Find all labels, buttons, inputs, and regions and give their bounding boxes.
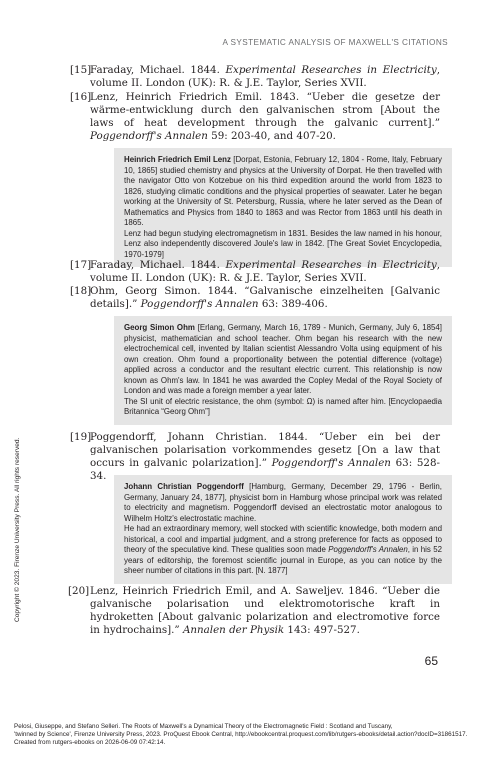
ebook-footer [14,723,494,747]
biography-paragraph [124,397,442,418]
reference-number: [18] [70,285,92,297]
reference-text: 63: 528-34. [90,457,440,482]
biography-box-ohm [114,316,452,425]
reference-journal: Poggendorff's Annalen [90,130,208,142]
biography-name: Heinrich Friedrich Emil Lenz [124,155,231,164]
reference-journal: Poggendorff's Annalen [140,298,259,310]
reference-text: , volume II. London (UK): R. & J.E. Taylor, Series XVII. [90,64,440,89]
reference-text: 59: 203-40, and 407-20. [207,130,336,142]
reference-15 [70,64,440,90]
biography-name: Georg Simon Ohm [124,323,195,332]
reference-title: Experimental Researches in Electricity [225,64,437,76]
reference-text: Ohm, Georg Simon. 1844. “Galvanische einzelheiten [Galvanic details].” [90,285,440,310]
footer-line: 'twinned by Science', Firenze University Press, 2023. ProQuest Ebook Central, http://ebookcentral.proquest.com/lib/rutgers-ebooks/detail.action?docID=31861517. [14,731,468,738]
reference-text: 63: 389-406. [258,298,328,310]
biography-paragraph [124,155,442,229]
reference-number: [15] [70,64,92,76]
copyright-notice: Copyright © 2023. Firenze University Press. All rights reserved. [14,437,21,622]
biography-paragraph [124,229,442,261]
reference-journal: Annalen der Physik [182,624,285,636]
reference-16 [70,91,440,143]
reference-18 [70,285,440,311]
biography-journal: Poggendorff's Annalen [328,545,408,554]
biography-box-poggendorff [114,475,452,584]
biography-text: Lenz had begun studying electromagnetism in 1831. Besides the law named in his honour, Lenz also independently discovered Joule's law in 1842. [The Great Soviet Encyclopedia, 1970-1979] [124,228,442,259]
reference-text: Lenz, Heinrich Friedrich Emil. 1843. “Ueber die gesetze der wärme-entwicklung durch den galvanischen strom [About the laws of heat development through the galvanic current].” [90,91,440,129]
biography-text: [Dorpat, Estonia, February 12, 1804 - Rome, Italy, February 10, 1865] studied chemistry and physics at the University of Dorpat. He then travelled with the navigator Otto von Kotzebue on his third expedition around the world from 1823 to 1826, studying climatic conditions and the physical properties of seawater. Later he began working at the University of St. Petersburg, Russia, where he later served as the Dean of Mathematics and Physics from 1840 to 1863 and was Rector from 1863 until his death in 1865. [124,155,442,227]
footer-line: Created from rutgers-ebooks on 2026-06-09 07:42:14. [14,739,166,746]
reference-number: [16] [70,91,92,103]
reference-number: [20] [68,585,90,597]
reference-20 [68,585,440,637]
reference-title: Experimental Researches in Electricity [225,259,437,271]
reference-text: , volume II. London (UK): R. & J.E. Taylor, Series XVII. [90,259,440,284]
footer-line: Pelosi, Giuseppe, and Stefano Selleri. The Roots of Maxwell's a Dynamical Theory of the Electromagnetic Field : Scotland and Tuscany, [14,723,393,730]
biography-box-lenz [114,148,452,267]
reference-text: Faraday, Michael. 1844. [90,64,226,76]
biography-text: He had an extraordinary memory, well stocked with scientific knowledge, both modern and historical, a cool and impartial judgment, and a strong preference for facts as opposed to theory of the speculative kind. These qualities soon made [124,524,442,554]
reference-text: 143: 497-527. [284,624,360,636]
biography-paragraph [124,482,442,524]
biography-text: , in his 52 years of editorship, the foremost scientific journal in Europe, as you can notice by the sheer number of citations in this part. [N. 1877] [124,545,442,575]
biography-text: [Erlang, Germany, March 16, 1789 - Munich, Germany, July 6, 1854] physicist, mathematician and school teacher. Ohm began his research with the new electrochemical cell, invented by Italian scientist Alessandro Volta using equipment of his own creation. Ohm found a proportionality between the potential difference (voltage) applied across a conductor and the resultant electric current. This relationship is now known as Ohm's law. In 1841 he was awarded the Copley Medal of the Royal Society of London and was made a foreign member a year later. [124,323,442,395]
biography-text: [Hamburg, Germany, December 29, 1796 - Berlin, Germany, January 24, 1877], physicist born in Hamburg whose principal work was related to electricity and magnetism. Poggendorff devised an electrostatic motor analogous to Wilhelm Holtz's electrostatic machine. [124,482,442,523]
biography-text: The SI unit of electric resistance, the ohm (symbol: Ω) is named after him. [Encyclopaedia Britannica “Georg Ohm”] [124,396,442,416]
biography-paragraph [124,524,442,577]
page-number: 65 [424,654,438,668]
reference-number: [17] [70,259,92,271]
reference-number: [19] [70,431,92,443]
reference-text: Faraday, Michael. 1844. [90,259,226,271]
reference-text: Poggendorff, Johann Christian. 1844. “Ueber ein bei der galvanischen polarisation vorkommendes gesetz [On a law that occurs in galvanic polarization].” [90,431,440,469]
reference-17 [70,259,440,285]
reference-text: Lenz, Heinrich Friedrich Emil, and A. Saweljev. 1846. “Ueber die galvanische polarisation und elektromotorische kraft in hydroketten [About galvanic polarization and electromotive force in hydrochains].” [90,585,440,636]
reference-journal: Poggendorff's Annalen [271,457,391,469]
biography-name: Johann Christian Poggendorff [124,482,244,491]
running-head: A SYSTEMATIC ANALYSIS OF MAXWELL'S CITATIONS [222,38,448,47]
biography-paragraph [124,323,442,397]
